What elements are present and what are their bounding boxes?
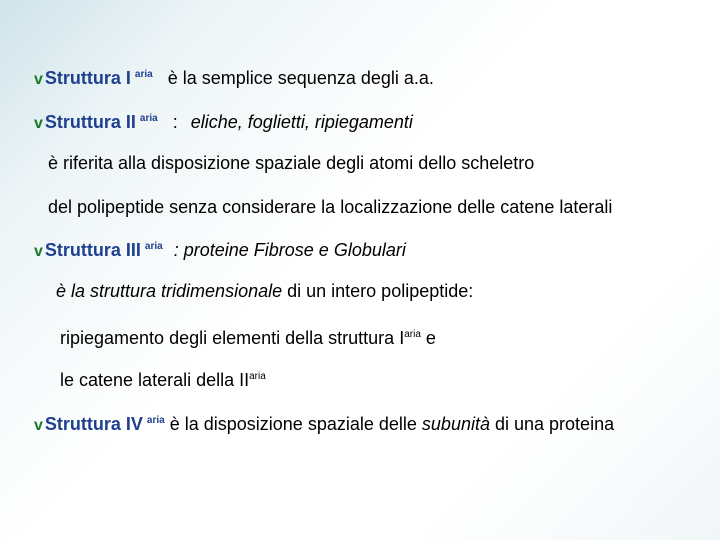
- heading-struttura-iv: Struttura IV: [44, 414, 143, 434]
- heading-struttura-ii: Struttura II: [44, 112, 136, 132]
- bullet-icon: v: [34, 115, 43, 132]
- line-struttura-terziaria: [34, 236, 406, 263]
- body-text: ripiegamento degli elementi della struttura I: [60, 328, 405, 348]
- definition-text: è la semplice sequenza degli a.a.: [167, 68, 434, 88]
- line-struttura-primaria: [34, 64, 434, 91]
- superscript-aria: aria: [146, 415, 165, 426]
- heading-struttura-i: Struttura I: [44, 68, 131, 88]
- superscript-aria: aria: [404, 329, 421, 340]
- line-description-1: [48, 152, 534, 174]
- superscript-aria: aria: [144, 241, 163, 252]
- bullet-icon: v: [34, 417, 43, 434]
- definition-text: eliche, foglietti, ripiegamenti: [190, 112, 413, 132]
- line-description-5: [60, 366, 266, 391]
- superscript-aria: aria: [249, 371, 266, 382]
- italic-text: subunità: [421, 414, 490, 434]
- heading-struttura-iii: Struttura III: [44, 240, 141, 260]
- line-struttura-secondaria: [34, 108, 413, 135]
- definition-text: è la disposizione spaziale delle: [169, 414, 417, 434]
- superscript-aria: aria: [134, 69, 153, 80]
- line-description-3: [56, 280, 473, 302]
- superscript-aria: aria: [139, 113, 158, 124]
- italic-text: è la struttura tridimensionale: [56, 281, 283, 301]
- definition-text-end: di una proteina: [495, 414, 615, 434]
- bullet-icon: v: [34, 71, 43, 88]
- definition-text: : proteine Fibrose e Globulari: [173, 240, 406, 260]
- body-text: di un intero polipeptide:: [287, 281, 474, 301]
- body-text: è riferita alla disposizione spaziale degli atomi dello scheletro: [48, 153, 535, 173]
- body-text-end: e: [425, 328, 436, 348]
- bullet-icon: v: [34, 243, 43, 260]
- colon: :: [172, 112, 178, 132]
- line-struttura-quaternaria: [34, 410, 614, 437]
- line-description-4: [60, 324, 436, 349]
- line-description-2: [48, 196, 612, 218]
- body-text: del polipeptide senza considerare la localizzazione delle catene laterali: [48, 197, 613, 217]
- body-text: le catene laterali della II: [60, 370, 250, 390]
